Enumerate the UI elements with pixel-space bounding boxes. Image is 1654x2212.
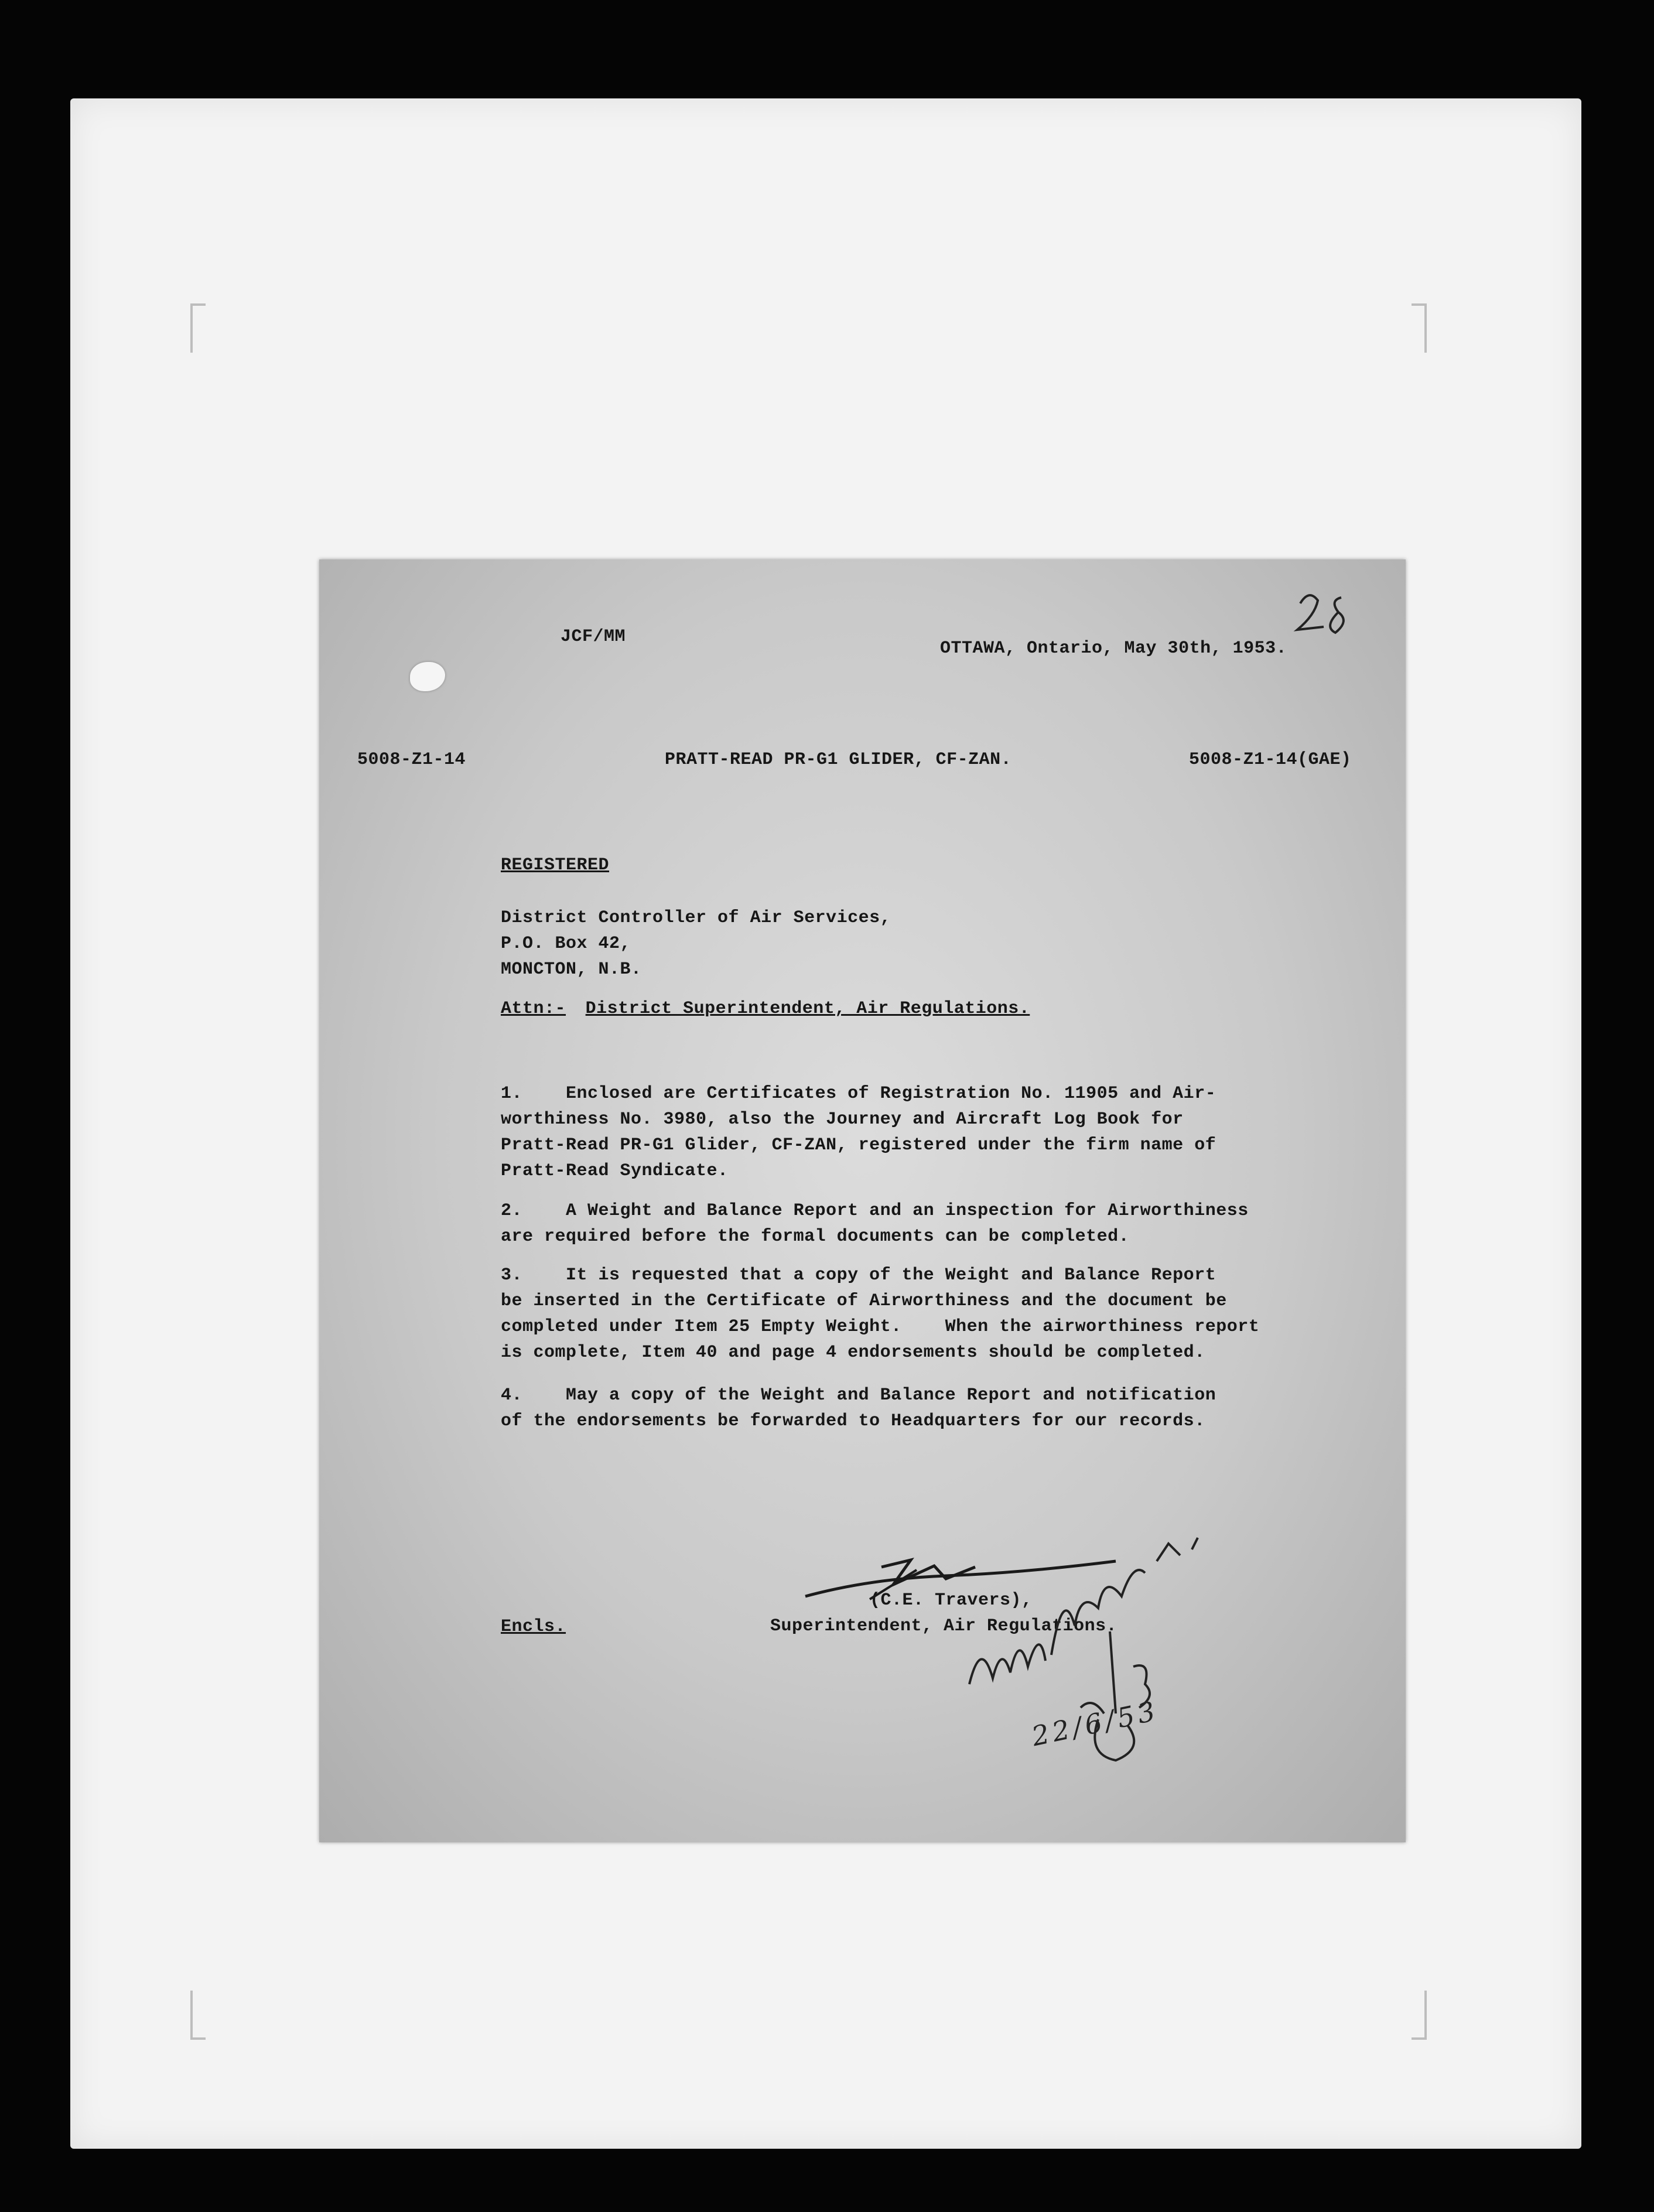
paragraph-4 <box>501 1383 1216 1434</box>
paragraph-line: 1. Enclosed are Certificates of Registration No. 11905 and Air- <box>501 1084 1216 1104</box>
attention-line <box>501 996 1030 1022</box>
handwritten-date: 22/6/53 <box>1028 1694 1161 1753</box>
paragraph-line: 3. It is requested that a copy of the Weight and Balance Report <box>501 1265 1216 1285</box>
paragraph-line: 2. A Weight and Balance Report and an inspection for Airworthiness <box>501 1201 1249 1221</box>
address-line: MONCTON, N.B. <box>501 960 642 979</box>
signatory-name: (C.E. Travers), <box>870 1590 1033 1610</box>
paragraph-line: Pratt-Read Syndicate. <box>501 1161 729 1181</box>
paragraph-line: 4. May a copy of the Weight and Balance Report and notification <box>501 1385 1216 1405</box>
paragraph-1 <box>501 1081 1216 1184</box>
paragraph-line: completed under Item 25 Empty Weight. When the airworthiness report <box>501 1317 1260 1337</box>
place-date: OTTAWA, Ontario, May 30th, 1953. <box>940 639 1287 658</box>
paragraph-line: is complete, Item 40 and page 4 endorsements should be completed. <box>501 1343 1205 1363</box>
file-number-left: 5008-Z1-14 <box>357 750 466 770</box>
enclosures-label: Encls. <box>501 1617 566 1637</box>
paragraph-line: Pratt-Read PR-G1 Glider, CF-ZAN, registered under the firm name of <box>501 1135 1216 1155</box>
paragraph-line: of the endorsements be forwarded to Headquarters for our records. <box>501 1411 1205 1431</box>
paragraph-3 <box>501 1262 1259 1366</box>
attention-label: Attn:- <box>501 999 566 1019</box>
corner-mark-top-left <box>190 303 206 353</box>
paragraph-line: worthiness No. 3980, also the Journey and Aircraft Log Book for <box>501 1110 1184 1129</box>
typed-letter <box>319 559 1406 1842</box>
corner-mark-bottom-right <box>1412 1991 1427 2040</box>
punch-hole <box>410 662 445 691</box>
corner-mark-bottom-left <box>190 1991 206 2040</box>
corner-mark-top-right <box>1412 303 1427 353</box>
registered-label: REGISTERED <box>501 855 610 875</box>
paragraph-2 <box>501 1198 1249 1250</box>
paragraph-line: are required before the formal documents can be completed. <box>501 1227 1130 1247</box>
address-block <box>501 905 891 982</box>
address-line: District Controller of Air Services, <box>501 908 891 928</box>
file-number-right: 5008-Z1-14(GAE) <box>1189 750 1352 770</box>
attention-text: District Superintendent, Air Regulations. <box>585 999 1030 1019</box>
handwritten-page-number <box>1291 586 1356 639</box>
subject-line: PRATT-READ PR-G1 GLIDER, CF-ZAN. <box>665 750 1012 770</box>
signatory-title: Superintendent, Air Regulations. <box>770 1616 1118 1636</box>
initials: JCF/MM <box>561 627 626 647</box>
address-line: P.O. Box 42, <box>501 934 631 954</box>
paragraph-line: be inserted in the Certificate of Airworthiness and the document be <box>501 1291 1227 1311</box>
